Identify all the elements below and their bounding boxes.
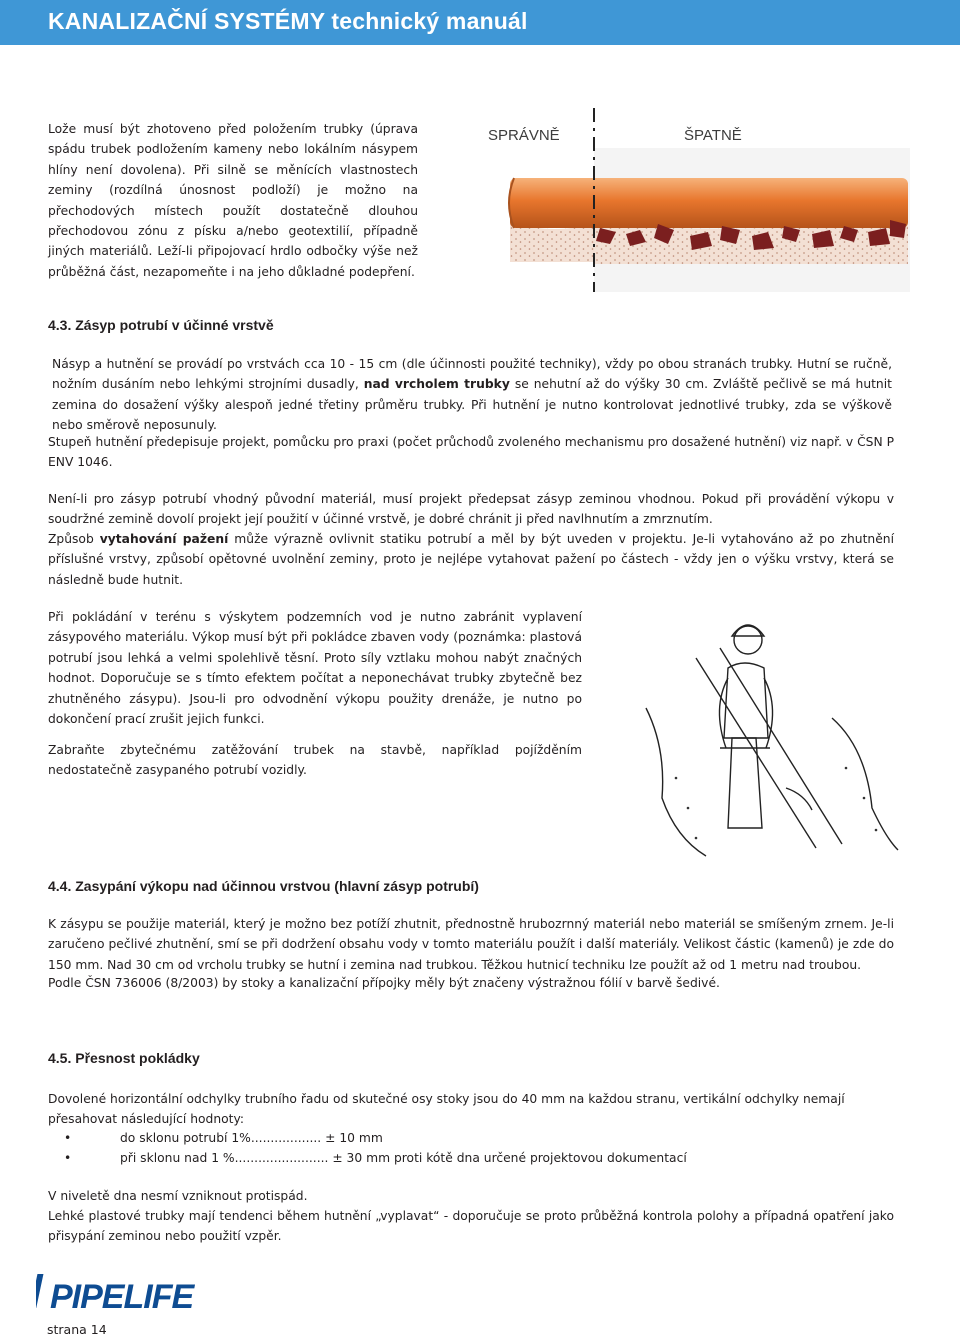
pipelife-logo [36,1262,196,1322]
section-4-5-paragraph-1: Dovolené horizontální odchylky trubního řadu od skutečné osy stoky jsou do 40 mm na každou stranu, vertikální odchylky nemají přesahovat následující hodnoty: [48,1092,845,1127]
pipe-lower [720,648,842,844]
p1-bold-text: nad vrcholem trubky [363,377,510,392]
list-item [64,1148,864,1168]
p1-text-start: Násyp a hutnění se provádí po vrstvách cca 10 - 15 cm (dle účinnosti použité techniky), vždy po obou stranách trubky. Hutní se ručně, nožním dusáním nebo lehkými strojními dusadly, [52,357,892,392]
trench-wall-right [832,718,898,850]
worker-head [734,626,762,654]
section-4-3-paragraph-1 [52,354,892,436]
list-item-text: do sklonu potrubí 1%.................. ± 10 mm [120,1131,383,1145]
p1-text-end: se nehutní až do výšky 30 cm. Zvláště pečlivě se má hutnit zemina do dosažení výšky alespoň jedné třetiny průměru trubky. Při hutnění je nutno kontrolovat jednotlivé trubky, zda se výškově nebo směrově neposunuly. [52,377,892,433]
page-number: strana 14 [47,1322,107,1337]
document-title: KANALIZAČNÍ SYSTÉMY technický manuál [48,8,528,34]
p3-text-start: Způsob [48,532,94,546]
section-4-3-paragraph-6: Zabraňte zbytečnému zatěžování trubek na stavbě, například pojížděním nedostatečně zasypaného potrubí vozidly. [48,743,582,778]
label-wrong: ŠPATNĚ [684,127,742,144]
section-4-5-paragraph-2: V niveletě dna nesmí vzniknout protispád. [48,1189,308,1203]
section-4-4-heading: 4.4. Zasypání výkopu nad účinnou vrstvou (hlavní zásyp potrubí) [48,878,479,894]
section-4-3-paragraph-5: Při pokládání v terénu s výskytem podzemních vod je nutno zabránit vyplavení zásypového materiálu. Výkop musí být při pokládce zbaven vody (poznámka: plastová potrubí jsou lehká a velmi spolehlivě těsní. Proto síly vztlaku mohou nabýt značných hodnot. Doporučuje se s tímto efektem počítat a neponechávat trubky zbytečně bez zhutněného zásypu). Jsou-li pro odvodnění výkopu použity drenáže, je nutno po dokončení prací zrušit jejich funkci. [48,610,582,727]
page-header [0,0,960,45]
soil-speckles [675,767,878,840]
list-item-text: při sklonu nad 1 %........................ ± 30 mm proti kótě dna určené projektovou dokumentací [120,1151,687,1165]
bedding-comparison-figure [478,104,914,296]
section-4-3-heading: 4.3. Zásyp potrubí v účinné vrstvě [48,317,274,333]
logo-accent-bar [36,1274,43,1308]
intro-paragraph: Lože musí být zhotoveno před položením trubky (úprava spádu trubek podložením kameny nebo lokálním násypem hlíny není dovolena). Při silně se měnících vlastnostech zeminy (rozdílná únosnost podloží) je možno na přechodových místech použít dostatečně dlouhou přechodovou zónu z písku a/nebo geotextilií, případně jiných materiálů. Leží-li připojovací hrdlo odbočky výše než průběžná část, nezapomeňte i na jeho důkladné podepření. [48,122,418,279]
section-4-5-paragraph-3: Lehké plastové trubky mají tendenci během hutnění „vyplavat“ - doporučuje se proto průběžná kontrola polohy a případná opatření jako přisypání zeminou nebo použití vzpěr. [48,1209,894,1244]
worker-body [724,663,768,738]
sewer-pipe [510,178,908,228]
label-correct: SPRÁVNĚ [488,127,560,144]
worker-compacting-illustration [636,598,906,860]
list-item [64,1128,864,1148]
section-4-3-paragraph-2: Stupeň hutnění předepisuje projekt, pomůcku pro praxi (počet průchodů zvoleného mechanismu pro dosažené hutnění) viz např. v ČSN P ENV 1046. [48,435,894,470]
bullet-mark: • [64,1131,72,1145]
p3-bold-text: vytahování pažení [99,532,229,546]
bullet-mark: • [64,1151,72,1165]
p3-text-end: může výrazně ovlivnit statiku potrubí a měl by být uveden v projektu. Je-li vytahováno až po zhutnění příslušné vrstvy, způsobí opětovné uvolnění zeminy, proto je nejlépe vytahovat pažení po částech - vždy jen o výšku vrstvy, která se následně bude hutnit. [48,532,894,587]
section-4-3-paragraph-4 [48,529,894,590]
section-4-4-paragraph-2: Podle ČSN 736006 (8/2003) by stoky a kanalizační přípojky měly být značeny výstražnou fólií v barvě šedivé. [48,976,720,990]
rammer-body [728,738,762,828]
section-4-4-paragraph-1: K zásypu se použije materiál, který je možno bez potíží zhutnit, přednostně hrubozrnný materiál nebo materiál se smíšeným zrnem. Je-li zaručeno pečlivé zhutnění, smí se při dodržení obsahu vody v tomto materiálu použít i další materiály. Velikost částic (kamenů) je zde do 150 mm. Nad 30 cm od vrcholu trubky se hutní i zemina nad trubkou. Těžkou hutnicí techniku lze použít až od 1 metru nad troubou. [48,917,894,972]
logo-wordmark: PIPELIFE [50,1278,194,1316]
section-4-3-paragraph-3: Není-li pro zásyp potrubí vhodný původní materiál, musí projekt předepsat zásyp zeminou vhodnou. Pokud při provádění výkopu v soudržné zemině dovolí projekt její použití v účinné vrstvě, je dobré chránit ji před navlhnutím a zmrznutím. [48,492,894,527]
pipe-upper [696,658,816,848]
trench-wall-left [646,708,706,856]
section-4-5-heading: 4.5. Přesnost pokládky [48,1050,200,1066]
